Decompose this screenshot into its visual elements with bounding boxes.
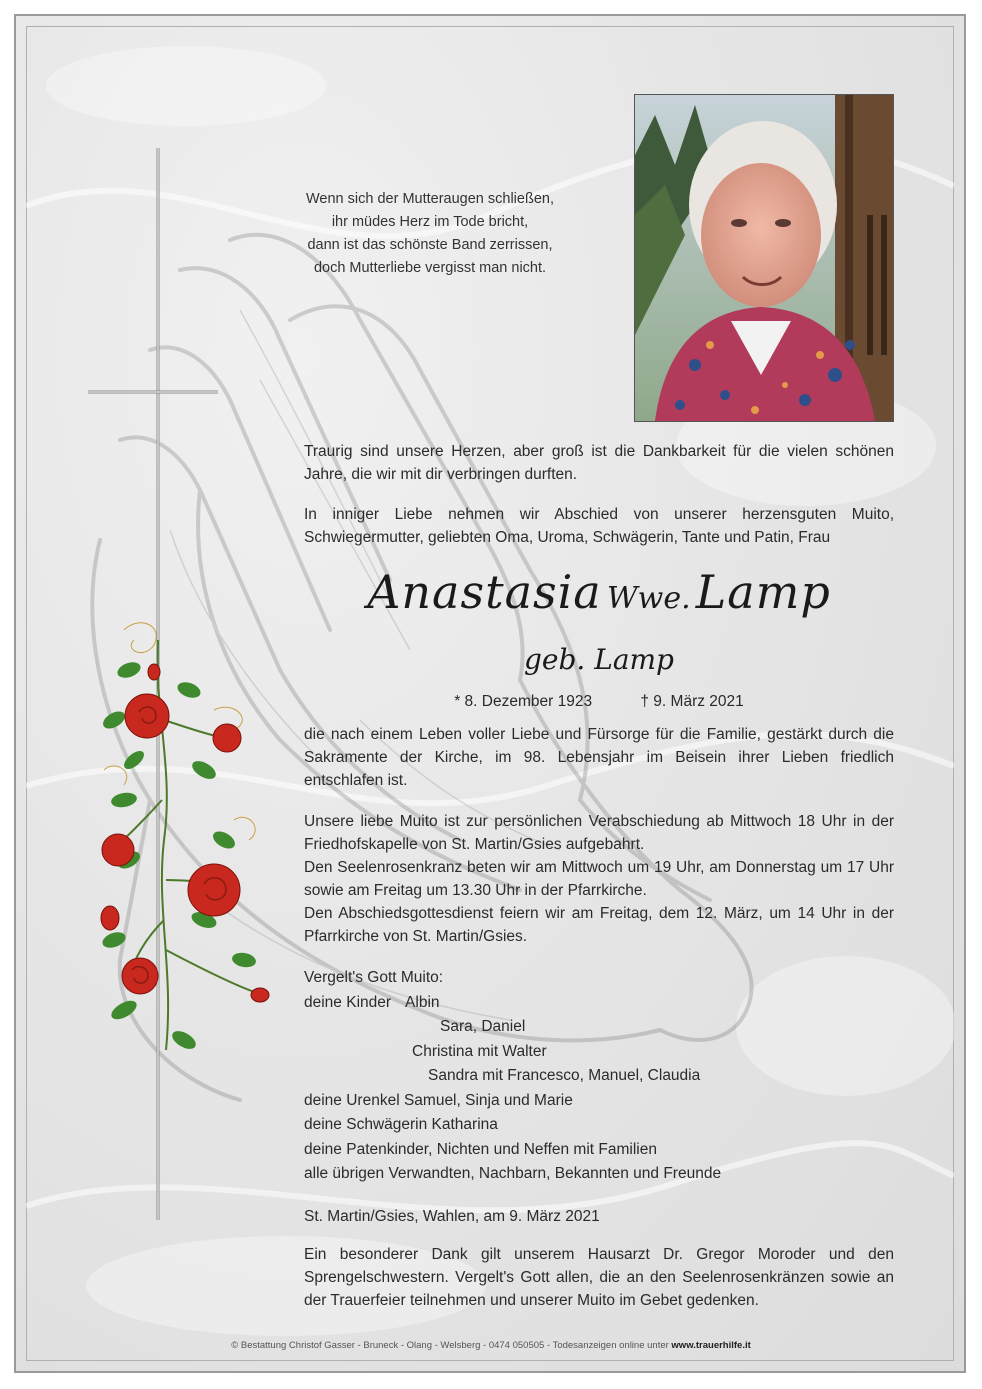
family-heading: Vergelt's Gott Muito:	[304, 969, 444, 986]
deceased-name	[304, 565, 894, 619]
first-name: Anastasia	[367, 565, 602, 619]
relatives-line: alle übrigen Verwandten, Nachbarn, Bekannten und Freunde	[304, 1165, 722, 1182]
child-name: Albin	[405, 993, 440, 1011]
relatives-line: deine Urenkel Samuel, Sinja und Marie	[304, 1091, 573, 1109]
passing-paragraph: die nach einem Leben voller Liebe und Fürsorge für die Familie, gestärkt durch die Sakramente der Kirche, im 98. Lebensjahr im Beisein ihrer Lieben friedlich entschlafen ist.	[304, 726, 894, 789]
portrait-photo	[634, 94, 894, 422]
relatives-line: deine Schwägerin Katharina	[304, 1116, 498, 1133]
children-label: deine Kinder	[304, 993, 392, 1011]
portrait-image	[635, 95, 893, 421]
footer-link[interactable]: www.trauerhilfe.it	[671, 1340, 751, 1351]
birth-name: geb. Lamp	[524, 643, 674, 676]
child-name: Christina mit Walter	[412, 1042, 547, 1060]
memorial-quote	[300, 188, 560, 280]
quote-line: ihr müdes Herz im Tode bricht,	[331, 214, 529, 230]
service-line: Den Seelenrosenkranz beten wir am Mittwoch um 19 Uhr, am Donnerstag um 17 Uhr sowie am Freitag um 13.30 Uhr in der Pfarrkirche.	[304, 859, 894, 899]
service-line: Den Abschiedsgottesdienst feiern wir am Freitag, dem 12. März, um 14 Uhr in der Pfarrkirche von St. Martin/Gsies.	[304, 905, 894, 945]
footer-text: © Bestattung Christof Gasser - Bruneck - Olang - Welsberg - 0474 050505 - Todesanzeigen online unter	[231, 1340, 669, 1351]
intro-paragraph: Traurig sind unsere Herzen, aber groß ist die Dankbarkeit für die vielen schönen Jahre, die wir mit dir verbringen durften.	[304, 443, 894, 483]
family-list	[304, 966, 894, 1187]
child-name: Sara, Daniel	[440, 1018, 526, 1035]
death-date: † 9. März 2021	[640, 693, 744, 710]
life-dates	[304, 693, 894, 711]
service-line: Unsere liebe Muito ist zur persönlichen Verabschiedung ab Mittwoch 18 Uhr in der Friedhofskapelle von St. Martin/Gsies aufgebahrt.	[304, 813, 894, 853]
red-roses-icon	[84, 620, 284, 1060]
last-name: Lamp	[695, 565, 831, 619]
birth-date: * 8. Dezember 1923	[454, 693, 593, 710]
quote-line: Wenn sich der Mutteraugen schließen,	[306, 191, 554, 207]
service-paragraph	[304, 810, 894, 948]
farewell-paragraph: In inniger Liebe nehmen wir Abschied von unserer herzensguten Muito, Schwiegermutter, geliebten Oma, Uroma, Schwägerin, Tante und Patin, Frau	[304, 506, 894, 546]
family-row	[304, 991, 894, 1016]
child-name: Sandra mit Francesco, Manuel, Claudia	[428, 1067, 701, 1084]
thanks-paragraph: Ein besonderer Dank gilt unserem Hausarzt Dr. Gregor Moroder und den Sprengelschwestern. Vergelt's Gott allen, die an den Seelenrosenkränzen sowie an der Trauerfeier teilnehmen und unserer Muito im Gebet gedenken.	[304, 1246, 894, 1309]
relatives-line: deine Patenkinder, Nichten und Neffen mit Familien	[304, 1140, 657, 1158]
quote-line: dann ist das schönste Band zerrissen,	[307, 237, 553, 253]
place-date: St. Martin/Gsies, Wahlen, am 9. März 2021	[304, 1208, 600, 1225]
footer	[0, 1340, 982, 1351]
widow-title: Wwe.	[606, 581, 691, 616]
quote-line: doch Mutterliebe vergisst man nicht.	[313, 260, 547, 276]
